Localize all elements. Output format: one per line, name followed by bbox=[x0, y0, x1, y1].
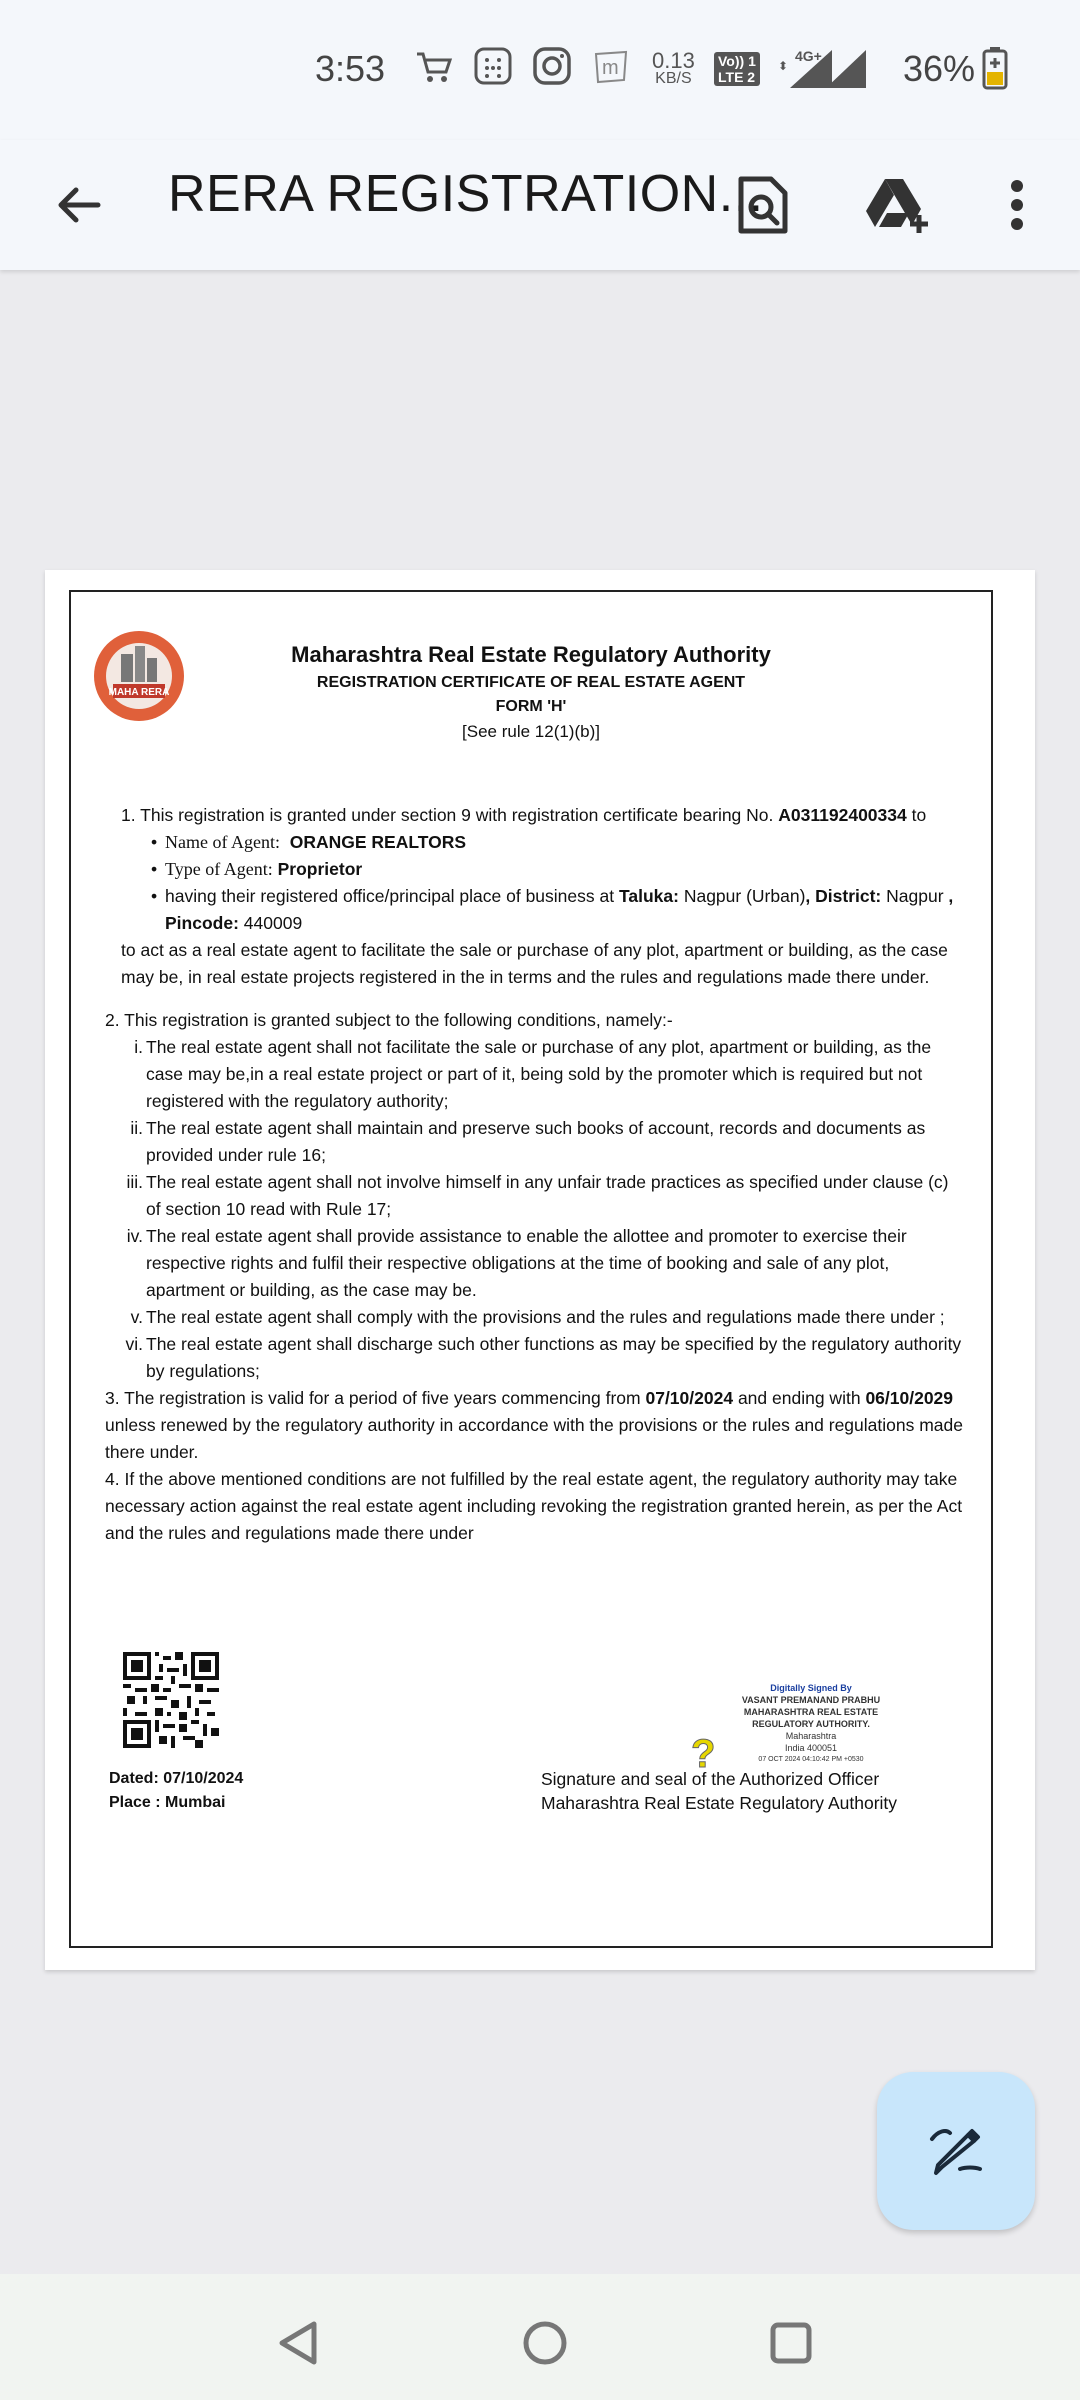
condition-number: ii. bbox=[130, 1118, 143, 1138]
agent-name-label: Name of Agent: bbox=[165, 832, 280, 852]
digital-signature-line: MAHARASHTRA REAL ESTATE bbox=[743, 1707, 879, 1717]
agent-type-item bbox=[105, 856, 965, 883]
document-search-icon[interactable] bbox=[718, 160, 808, 250]
agent-type-label: Type of Agent: bbox=[165, 859, 273, 879]
svg-text:m: m bbox=[602, 57, 619, 79]
agent-name-item bbox=[105, 829, 965, 856]
digital-signature bbox=[731, 1682, 891, 1766]
pdf-page bbox=[45, 570, 1035, 1970]
digital-signature-line: Digitally Signed By bbox=[770, 1683, 852, 1693]
nav-home-icon[interactable] bbox=[500, 2298, 590, 2388]
condition-item bbox=[105, 1115, 965, 1169]
m-app-icon bbox=[591, 46, 631, 90]
clause-1-number: 1. bbox=[121, 805, 136, 825]
qr-code bbox=[123, 1652, 219, 1753]
pincode-value: 440009 bbox=[243, 913, 303, 933]
volte-line2: LTE 2 bbox=[718, 69, 756, 85]
condition-item bbox=[105, 1331, 965, 1385]
condition-item bbox=[105, 1304, 965, 1331]
clause-1 bbox=[105, 802, 965, 829]
condition-text: The real estate agent shall comply with the provisions and the rules and regulations made there under ; bbox=[146, 1307, 945, 1327]
digital-signature-line: 07 OCT 2024 04:10:42 PM +0530 bbox=[758, 1756, 864, 1763]
clause-3-text: 3. The registration is valid for a period of five years commencing from bbox=[105, 1388, 641, 1408]
validity-end-date: 06/10/2029 bbox=[865, 1388, 954, 1408]
place: Place : Mumbai bbox=[109, 1794, 226, 1811]
status-bar bbox=[0, 0, 1080, 140]
digital-signature-line: Maharashtra bbox=[785, 1731, 837, 1741]
edit-pen-icon bbox=[924, 2117, 988, 2186]
dated: Dated: 07/10/2024 bbox=[109, 1770, 244, 1787]
net-speed-unit: KB/S bbox=[655, 70, 692, 87]
condition-text: The real estate agent shall not involve himself in any unfair trade practices as specified under clause (c) of section 10 read with Rule 17; bbox=[146, 1172, 949, 1219]
clause-4: 4. If the above mentioned conditions are not fulfilled by the real estate agent, the regulatory authority may take necessary action against the real estate agent including revoking the registration granted herein, as per the Act and the rules and regulations made there under bbox=[105, 1469, 963, 1543]
digital-signature-line: India 400051 bbox=[784, 1743, 838, 1753]
form-label: FORM 'H' bbox=[495, 698, 567, 715]
condition-text: The real estate agent shall provide assistance to enable the allottee and promoter to exercise their respective rights and fulfil their respective obligations at the time of booking and sale of any plot, apartment or building, as the case may be. bbox=[146, 1226, 907, 1300]
volte-line1: Vo)) 1 bbox=[718, 53, 756, 69]
date-place-block bbox=[109, 1767, 243, 1815]
certificate-header bbox=[71, 642, 991, 742]
condition-text: The real estate agent shall maintain and preserve such books of account, records and documents as provided under rule 16; bbox=[146, 1118, 926, 1165]
condition-number: iii. bbox=[126, 1172, 143, 1192]
volte-badge bbox=[714, 52, 760, 86]
clause-3-text: unless renewed by the regulatory authority in accordance with the provisions or the rules and regulations made there under. bbox=[105, 1415, 963, 1462]
clause-1-to: to bbox=[911, 805, 927, 825]
navigation-bar bbox=[0, 2274, 1080, 2400]
more-vert-icon[interactable] bbox=[972, 160, 1062, 250]
authority-title: Maharashtra Real Estate Regulatory Authority bbox=[291, 642, 771, 667]
cart-icon bbox=[414, 46, 454, 90]
signature-block bbox=[541, 1767, 897, 1815]
signature-line-2: Maharashtra Real Estate Regulatory Authority bbox=[541, 1793, 898, 1813]
drive-add-icon[interactable] bbox=[853, 160, 943, 250]
rule-reference: [See rule 12(1)(b)] bbox=[462, 722, 600, 741]
edit-fab-button[interactable] bbox=[877, 2072, 1035, 2230]
certificate-frame bbox=[69, 590, 993, 1948]
certificate-subtitle: REGISTRATION CERTIFICATE OF REAL ESTATE AGENT bbox=[316, 674, 746, 691]
condition-item bbox=[105, 1169, 965, 1223]
certificate-number: A031192400334 bbox=[778, 805, 907, 825]
condition-number: v. bbox=[130, 1307, 143, 1327]
calculator-icon bbox=[473, 46, 513, 90]
back-arrow-icon[interactable] bbox=[34, 160, 124, 250]
condition-number: iv. bbox=[126, 1226, 143, 1246]
net-speed bbox=[652, 48, 695, 88]
signature-line-1: Signature and seal of the Authorized Officer bbox=[541, 1769, 880, 1789]
net-speed-value: 0.13 bbox=[652, 48, 695, 73]
instagram-icon bbox=[532, 46, 572, 90]
app-bar bbox=[0, 140, 1080, 270]
condition-number: vi. bbox=[125, 1334, 143, 1354]
pincode-label: , Pincode: bbox=[165, 886, 954, 933]
status-time: 3:53 bbox=[315, 48, 386, 89]
digital-signature-line: VASANT PREMANAND PRABHU bbox=[741, 1695, 881, 1705]
nav-recents-icon[interactable] bbox=[746, 2298, 836, 2388]
app-title: RERA REGISTRATION... bbox=[168, 165, 764, 223]
digital-signature-line: REGULATORY AUTHORITY. bbox=[752, 1719, 870, 1729]
clause-3 bbox=[105, 1385, 965, 1466]
battery-icon bbox=[982, 46, 1008, 90]
signature-unverified-icon: ? bbox=[691, 1732, 716, 1776]
office-text: having their registered office/principal place of business at bbox=[165, 886, 615, 906]
condition-item bbox=[105, 1223, 965, 1304]
validity-start-date: 07/10/2024 bbox=[645, 1388, 734, 1408]
svg-text:⬍: ⬍ bbox=[778, 59, 789, 73]
condition-text: The real estate agent shall not facilitate the sale or purchase of any plot, apartment or building, as the case may be,in a real estate project or part of it, being sold by the promoter which is required but not registered with the regulatory authority; bbox=[146, 1037, 932, 1111]
condition-number: i. bbox=[134, 1037, 143, 1057]
condition-item bbox=[105, 1034, 965, 1115]
clause-1-text: This registration is granted under section 9 with registration certificate bearing No. bbox=[140, 805, 774, 825]
district-value: Nagpur bbox=[886, 886, 944, 906]
clause-1-purpose: to act as a real estate agent to facilitate the sale or purchase of any plot, apartment or building, as the case may be, in real estate projects registered in the in terms and the rules and regulations made there under. bbox=[121, 940, 948, 987]
agent-type-value: Proprietor bbox=[277, 859, 363, 879]
network-type: 4G+ bbox=[795, 48, 822, 64]
agent-name-value: ORANGE REALTORS bbox=[289, 832, 467, 852]
svg-text:MAHA RERA: MAHA RERA bbox=[108, 687, 170, 698]
battery-percent: 36% bbox=[903, 48, 976, 89]
nav-back-icon[interactable] bbox=[254, 2298, 344, 2388]
condition-text: The real estate agent shall discharge such other functions as may be specified by the regulatory authority by regulations; bbox=[146, 1334, 962, 1381]
district-label: , District: bbox=[805, 886, 882, 906]
taluka-value: Nagpur (Urban) bbox=[683, 886, 806, 906]
clause-2-intro: 2. This registration is granted subject to the following conditions, namely:- bbox=[105, 1010, 673, 1030]
office-address-item bbox=[105, 883, 965, 937]
certificate-body bbox=[105, 802, 965, 1547]
taluka-label: Taluka: bbox=[618, 886, 679, 906]
clause-3-text: and ending with bbox=[737, 1388, 861, 1408]
